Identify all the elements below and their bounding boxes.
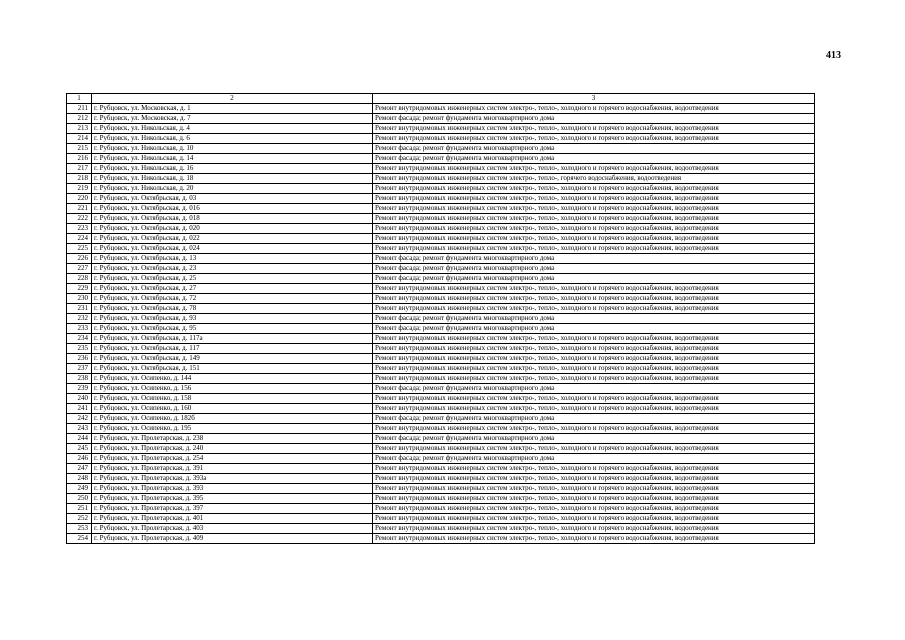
row-number-cell: 248 (67, 474, 92, 484)
work-type-cell: Ремонт внутридомовых инженерных систем электро-, тепло-, холодного и горячего водоснабжения, водоотведения (373, 104, 815, 114)
row-number-cell: 217 (67, 164, 92, 174)
row-number-cell: 212 (67, 114, 92, 124)
address-cell: г. Рубцовск, ул. Октябрьская, д. 117а (92, 334, 373, 344)
address-cell: г. Рубцовск, ул. Пролетарская, д. 254 (92, 454, 373, 464)
row-number-cell: 221 (67, 204, 92, 214)
work-type-cell: Ремонт внутридомовых инженерных систем электро-, тепло-, холодного и горячего водоснабжения, водоотведения (373, 394, 815, 404)
row-number-cell: 244 (67, 434, 92, 444)
work-type-cell: Ремонт внутридомовых инженерных систем электро-, тепло-, холодного и горячего водоснабжения, водоотведения (373, 444, 815, 454)
table-row (67, 534, 815, 544)
address-cell: г. Рубцовск, ул. Октябрьская, д. 25 (92, 274, 373, 284)
row-number-cell: 230 (67, 294, 92, 304)
address-cell: г. Рубцовск, ул. Никольская, д. 4 (92, 124, 373, 134)
table-row (67, 134, 815, 144)
work-type-cell: Ремонт внутридомовых инженерных систем электро-, тепло-, холодного и горячего водоснабжения, водоотведения (373, 224, 815, 234)
table-row (67, 274, 815, 284)
table-row (67, 524, 815, 534)
address-cell: г. Рубцовск, ул. Осипенко, д. 156 (92, 384, 373, 394)
work-type-cell: Ремонт внутридомовых инженерных систем электро-, тепло-, холодного и горячего водоснабжения, водоотведения (373, 304, 815, 314)
table-row (67, 214, 815, 224)
work-type-cell: Ремонт внутридомовых инженерных систем электро-, тепло-, холодного и горячего водоснабжения, водоотведения (373, 194, 815, 204)
table-row (67, 424, 815, 434)
row-number-cell: 228 (67, 274, 92, 284)
address-cell: г. Рубцовск, ул. Октябрьская, д. 022 (92, 234, 373, 244)
address-cell: г. Рубцовск, ул. Никольская, д. 18 (92, 174, 373, 184)
table-row (67, 224, 815, 234)
row-number-cell: 247 (67, 464, 92, 474)
work-type-cell: Ремонт внутридомовых инженерных систем электро-, тепло-, холодного и горячего водоснабжения, водоотведения (373, 364, 815, 374)
work-type-cell: Ремонт внутридомовых инженерных систем электро-, тепло-, холодного и горячего водоснабжения, водоотведения (373, 484, 815, 494)
column-header-number: 1 (67, 94, 92, 104)
table-row (67, 144, 815, 154)
address-cell: г. Рубцовск, ул. Осипенко, д. 160 (92, 404, 373, 414)
work-type-cell: Ремонт внутридомовых инженерных систем электро-, тепло-, холодного и горячего водоснабжения, водоотведения (373, 494, 815, 504)
work-type-cell: Ремонт внутридомовых инженерных систем электро-, тепло-, холодного и горячего водоснабжения, водоотведения (373, 134, 815, 144)
table-row (67, 244, 815, 254)
row-number-cell: 225 (67, 244, 92, 254)
table-row (67, 464, 815, 474)
address-cell: г. Рубцовск, ул. Пролетарская, д. 391 (92, 464, 373, 474)
row-number-cell: 234 (67, 334, 92, 344)
address-cell: г. Рубцовск, ул. Октябрьская, д. 018 (92, 214, 373, 224)
table-row (67, 264, 815, 274)
address-cell: г. Рубцовск, ул. Октябрьская, д. 151 (92, 364, 373, 374)
row-number-cell: 215 (67, 144, 92, 154)
row-number-cell: 249 (67, 484, 92, 494)
work-type-cell: Ремонт фасада; ремонт фундамента многоквартирного дома (373, 274, 815, 284)
address-cell: г. Рубцовск, ул. Никольская, д. 20 (92, 184, 373, 194)
address-cell: г. Рубцовск, ул. Пролетарская, д. 397 (92, 504, 373, 514)
table-row (67, 404, 815, 414)
table-row (67, 444, 815, 454)
work-type-cell: Ремонт внутридомовых инженерных систем электро-, тепло-, холодного и горячего водоснабжения, водоотведения (373, 354, 815, 364)
row-number-cell: 242 (67, 414, 92, 424)
address-cell: г. Рубцовск, ул. Никольская, д. 16 (92, 164, 373, 174)
address-cell: г. Рубцовск, ул. Октябрьская, д. 27 (92, 284, 373, 294)
work-type-cell: Ремонт внутридомовых инженерных систем электро-, тепло-, холодного и горячего водоснабжения, водоотведения (373, 214, 815, 224)
table-row (67, 364, 815, 374)
address-cell: г. Рубцовск, ул. Московская, д. 7 (92, 114, 373, 124)
address-cell: г. Рубцовск, ул. Пролетарская, д. 403 (92, 524, 373, 534)
table-row (67, 324, 815, 334)
address-cell: г. Рубцовск, ул. Октябрьская, д. 93 (92, 314, 373, 324)
work-type-cell: Ремонт внутридомовых инженерных систем электро-, тепло-, холодного и горячего водоснабжения, водоотведения (373, 164, 815, 174)
table-row (67, 334, 815, 344)
table-row (67, 254, 815, 264)
address-cell: г. Рубцовск, ул. Осипенко, д. 144 (92, 374, 373, 384)
table-row (67, 104, 815, 114)
row-number-cell: 252 (67, 514, 92, 524)
row-number-cell: 213 (67, 124, 92, 134)
work-type-cell: Ремонт внутридомовых инженерных систем электро-, тепло-, холодного и горячего водоснабжения, водоотведения (373, 334, 815, 344)
row-number-cell: 231 (67, 304, 92, 314)
table-row (67, 484, 815, 494)
row-number-cell: 214 (67, 134, 92, 144)
address-cell: г. Рубцовск, ул. Осипенко, д. 195 (92, 424, 373, 434)
address-cell: г. Рубцовск, ул. Пролетарская, д. 393 (92, 484, 373, 494)
table-row (67, 384, 815, 394)
row-number-cell: 226 (67, 254, 92, 264)
table-row (67, 114, 815, 124)
row-number-cell: 239 (67, 384, 92, 394)
row-number-cell: 222 (67, 214, 92, 224)
row-number-cell: 235 (67, 344, 92, 354)
work-type-cell: Ремонт внутридомовых инженерных систем электро-, тепло-, холодного и горячего водоснабжения, водоотведения (373, 284, 815, 294)
row-number-cell: 223 (67, 224, 92, 234)
row-number-cell: 243 (67, 424, 92, 434)
row-number-cell: 216 (67, 154, 92, 164)
table-row (67, 474, 815, 484)
row-number-cell: 250 (67, 494, 92, 504)
address-cell: г. Рубцовск, ул. Октябрьская, д. 117 (92, 344, 373, 354)
row-number-cell: 218 (67, 174, 92, 184)
table-row (67, 344, 815, 354)
address-cell: г. Рубцовск, ул. Октябрьская, д. 95 (92, 324, 373, 334)
row-number-cell: 233 (67, 324, 92, 334)
address-cell: г. Рубцовск, ул. Октябрьская, д. 72 (92, 294, 373, 304)
table-row (67, 314, 815, 324)
address-cell: г. Рубцовск, ул. Октябрьская, д. 23 (92, 264, 373, 274)
work-type-cell: Ремонт фасада; ремонт фундамента многоквартирного дома (373, 434, 815, 444)
address-cell: г. Рубцовск, ул. Пролетарская, д. 238 (92, 434, 373, 444)
row-number-cell: 237 (67, 364, 92, 374)
work-type-cell: Ремонт фасада; ремонт фундамента многоквартирного дома (373, 384, 815, 394)
table-row (67, 414, 815, 424)
work-type-cell: Ремонт фасада; ремонт фундамента многоквартирного дома (373, 264, 815, 274)
work-type-cell: Ремонт фасада; ремонт фундамента многоквартирного дома (373, 114, 815, 124)
address-cell: г. Рубцовск, ул. Октябрьская, д. 03 (92, 194, 373, 204)
table-row (67, 394, 815, 404)
work-type-cell: Ремонт внутридомовых инженерных систем электро-, тепло-, холодного и горячего водоснабжения, водоотведения (373, 374, 815, 384)
row-number-cell: 219 (67, 184, 92, 194)
work-type-cell: Ремонт внутридомовых инженерных систем электро-, тепло-, холодного и горячего водоснабжения, водоотведения (373, 424, 815, 434)
work-type-cell: Ремонт внутридомовых инженерных систем электро-, тепло-, холодного и горячего водоснабжения, водоотведения (373, 404, 815, 414)
work-type-cell: Ремонт фасада; ремонт фундамента многоквартирного дома (373, 154, 815, 164)
table-row (67, 294, 815, 304)
address-cell: г. Рубцовск, ул. Пролетарская, д. 393а (92, 474, 373, 484)
table-row (67, 124, 815, 134)
table-row (67, 194, 815, 204)
row-number-cell: 254 (67, 534, 92, 544)
work-type-cell: Ремонт внутридомовых инженерных систем электро-, тепло-, холодного и горячего водоснабжения, водоотведения (373, 344, 815, 354)
work-type-cell: Ремонт внутридомовых инженерных систем электро-, тепло-, холодного и горячего водоснабжения, водоотведения (373, 244, 815, 254)
table-row (67, 204, 815, 214)
table-header-row (67, 94, 815, 104)
table-row (67, 494, 815, 504)
address-cell: г. Рубцовск, ул. Никольская, д. 6 (92, 134, 373, 144)
row-number-cell: 251 (67, 504, 92, 514)
work-type-cell: Ремонт внутридомовых инженерных систем электро-, тепло-, холодного и горячего водоснабжения, водоотведения (373, 514, 815, 524)
address-cell: г. Рубцовск, ул. Московская, д. 1 (92, 104, 373, 114)
address-cell: г. Рубцовск, ул. Октябрьская, д. 024 (92, 244, 373, 254)
row-number-cell: 246 (67, 454, 92, 464)
work-type-cell: Ремонт внутридомовых инженерных систем электро-, тепло-, холодного и горячего водоснабжения, водоотведения (373, 524, 815, 534)
registry-table-body (67, 94, 815, 544)
row-number-cell: 229 (67, 284, 92, 294)
work-type-cell: Ремонт фасада; ремонт фундамента многоквартирного дома (373, 324, 815, 334)
row-number-cell: 232 (67, 314, 92, 324)
address-cell: г. Рубцовск, ул. Пролетарская, д. 401 (92, 514, 373, 524)
row-number-cell: 211 (67, 104, 92, 114)
address-cell: г. Рубцовск, ул. Осипенко, д. 158 (92, 394, 373, 404)
row-number-cell: 227 (67, 264, 92, 274)
table-row (67, 184, 815, 194)
registry-table (66, 93, 815, 544)
row-number-cell: 220 (67, 194, 92, 204)
work-type-cell: Ремонт внутридомовых инженерных систем электро-, тепло-, горячего водоснабжения, водоотведения (373, 174, 815, 184)
address-cell: г. Рубцовск, ул. Никольская, д. 10 (92, 144, 373, 154)
table-row (67, 164, 815, 174)
table-row (67, 234, 815, 244)
table-row (67, 174, 815, 184)
address-cell: г. Рубцовск, ул. Октябрьская, д. 020 (92, 224, 373, 234)
work-type-cell: Ремонт фасада; ремонт фундамента многоквартирного дома (373, 314, 815, 324)
work-type-cell: Ремонт фасада; ремонт фундамента многоквартирного дома (373, 414, 815, 424)
work-type-cell: Ремонт фасада; ремонт фундамента многоквартирного дома (373, 254, 815, 264)
table-row (67, 504, 815, 514)
table-row (67, 284, 815, 294)
work-type-cell: Ремонт внутридомовых инженерных систем электро-, тепло-, холодного и горячего водоснабжения, водоотведения (373, 124, 815, 134)
work-type-cell: Ремонт внутридомовых инженерных систем электро-, тепло-, холодного и горячего водоснабжения, водоотведения (373, 474, 815, 484)
work-type-cell: Ремонт внутридомовых инженерных систем электро-, тепло-, холодного и горячего водоснабжения, водоотведения (373, 234, 815, 244)
work-type-cell: Ремонт внутридомовых инженерных систем электро-, тепло-, холодного и горячего водоснабжения, водоотведения (373, 184, 815, 194)
table-row (67, 304, 815, 314)
address-cell: г. Рубцовск, ул. Пролетарская, д. 409 (92, 534, 373, 544)
row-number-cell: 241 (67, 404, 92, 414)
table-row (67, 434, 815, 444)
row-number-cell: 224 (67, 234, 92, 244)
page-number: 413 (826, 50, 841, 61)
work-type-cell: Ремонт фасада; ремонт фундамента многоквартирного дома (373, 454, 815, 464)
table-row (67, 154, 815, 164)
work-type-cell: Ремонт фасада; ремонт фундамента многоквартирного дома (373, 144, 815, 154)
work-type-cell: Ремонт внутридомовых инженерных систем электро-, тепло-, холодного и горячего водоснабжения, водоотведения (373, 204, 815, 214)
work-type-cell: Ремонт внутридомовых инженерных систем электро-, тепло-, холодного и горячего водоснабжения, водоотведения (373, 534, 815, 544)
row-number-cell: 253 (67, 524, 92, 534)
row-number-cell: 236 (67, 354, 92, 364)
table-row (67, 354, 815, 364)
address-cell: г. Рубцовск, ул. Осипенко, д. 182б (92, 414, 373, 424)
work-type-cell: Ремонт внутридомовых инженерных систем электро-, тепло-, холодного и горячего водоснабжения, водоотведения (373, 504, 815, 514)
table-row (67, 454, 815, 464)
column-header-address: 2 (92, 94, 373, 104)
table-row (67, 374, 815, 384)
table-row (67, 514, 815, 524)
column-header-work: 3 (373, 94, 815, 104)
address-cell: г. Рубцовск, ул. Пролетарская, д. 395 (92, 494, 373, 504)
work-type-cell: Ремонт внутридомовых инженерных систем электро-, тепло-, холодного и горячего водоснабжения, водоотведения (373, 464, 815, 474)
row-number-cell: 245 (67, 444, 92, 454)
address-cell: г. Рубцовск, ул. Никольская, д. 14 (92, 154, 373, 164)
row-number-cell: 240 (67, 394, 92, 404)
work-type-cell: Ремонт внутридомовых инженерных систем электро-, тепло-, холодного и горячего водоснабжения, водоотведения (373, 294, 815, 304)
address-cell: г. Рубцовск, ул. Пролетарская, д. 240 (92, 444, 373, 454)
address-cell: г. Рубцовск, ул. Октябрьская, д. 016 (92, 204, 373, 214)
row-number-cell: 238 (67, 374, 92, 384)
address-cell: г. Рубцовск, ул. Октябрьская, д. 78 (92, 304, 373, 314)
address-cell: г. Рубцовск, ул. Октябрьская, д. 149 (92, 354, 373, 364)
address-cell: г. Рубцовск, ул. Октябрьская, д. 13 (92, 254, 373, 264)
